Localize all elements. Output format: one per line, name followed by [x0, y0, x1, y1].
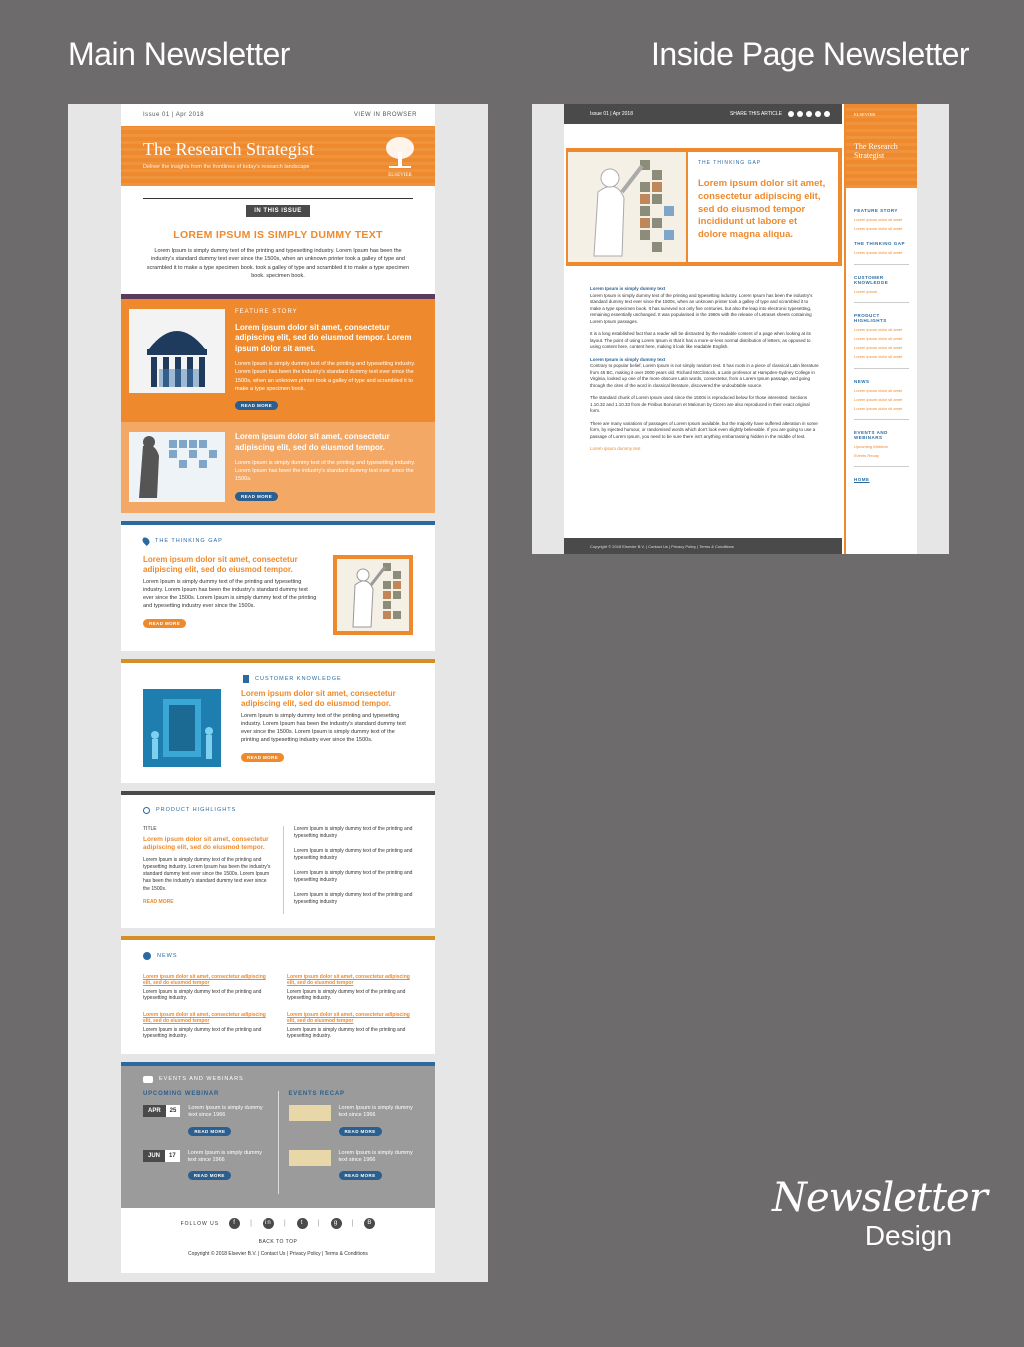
in-this-issue-tag: IN THIS ISSUE	[246, 205, 310, 217]
feature-story-secondary	[121, 422, 435, 513]
product-highlights-label: PRODUCT HIGHLIGHTS	[156, 807, 237, 814]
view-in-browser-link[interactable]: VIEW IN BROWSER	[353, 112, 417, 118]
article-subheading: Lorem Ipsum is simply dummy text	[590, 356, 666, 362]
newsletter-title: The Research Strategist	[143, 139, 314, 159]
inside-newsletter-heading: Inside Page Newsletter	[651, 36, 970, 72]
researcher-illustration	[129, 432, 225, 502]
masthead	[121, 126, 435, 186]
sidebar-link[interactable]: Upcoming Webinar	[854, 444, 888, 450]
blue-people-illustration	[143, 689, 221, 767]
feature-body: Lorem Ipsum is simply dummy text of the printing and typesetting industry. Lorem Ipsum has been the industry's standard dummy text ever since the 1500s, when an unknown printer took a galley of type and scrambled it to make a type specimen book.	[235, 361, 416, 392]
sidebar-link[interactable]: Lorem ipsum dolor sit amet	[854, 354, 903, 360]
article-body	[590, 280, 820, 453]
feature-story-label: FEATURE STORY	[235, 309, 298, 315]
inside-hero	[566, 148, 842, 266]
share-icons[interactable]	[788, 111, 830, 117]
intro-headline: LOREM IPSUM IS SIMPLY DUMMY TEXT	[173, 229, 383, 241]
date-day: 25	[166, 1105, 181, 1117]
webinar-read-more-button[interactable]: READ MORE	[188, 1171, 231, 1180]
sidebar-link[interactable]: Events Recap	[854, 453, 879, 459]
handshake-icon	[143, 1076, 153, 1083]
thinking-illustration	[333, 555, 413, 635]
hero-text-box	[688, 152, 838, 262]
article-paragraph: It is a long established fact that a reader will be distracted by the readable content of a page when looking at its layout. The point of using Lorem Ipsum is that it has a more-or-less normal distribution of letters, as opposed to using content here, content here, making it look like readable English.	[590, 331, 811, 350]
news-title[interactable]: Lorem ipsum dolor sit amet, consectetur adipiscing elit, sed do eiusmod tempor	[143, 1011, 266, 1025]
date-day: 17	[165, 1150, 180, 1162]
globe-icon	[143, 952, 151, 960]
main-newsletter	[121, 104, 435, 1273]
newsletter-design-signature	[772, 1175, 987, 1252]
sidebar-title: The Research Strategist	[854, 142, 898, 160]
feature2-read-more-button[interactable]: READ MORE	[235, 492, 278, 501]
location-pin-icon	[141, 536, 151, 546]
webinar-text: Lorem Ipsum is simply dummy text since 1966	[188, 1104, 263, 1119]
sidebar-link[interactable]: Lorem ipsum dolor sit amet	[854, 387, 903, 393]
follow-us-label: FOLLOW US	[180, 1220, 220, 1227]
webinar-read-more-button[interactable]: READ MORE	[188, 1127, 231, 1136]
newsletter-subtitle: Deliver the insights from the frontlines of today's research landscape	[143, 164, 310, 170]
events-and-webinars	[121, 1066, 435, 1209]
webinar-date	[143, 1150, 180, 1162]
thinking-gap	[121, 525, 435, 651]
inside-sidebar	[844, 104, 917, 554]
recap-thumbnail	[289, 1150, 331, 1166]
elsevier-wordmark: ELSEVIER	[388, 173, 412, 178]
thinking-gap-illustration	[568, 152, 686, 262]
signature-design: Design	[864, 1220, 952, 1251]
inside-topline	[564, 104, 842, 124]
product-bullets	[283, 826, 413, 914]
date-month: APR	[143, 1105, 166, 1117]
sidebar-nav	[846, 188, 917, 492]
recap-text: Lorem Ipsum is simply dummy text since 1966	[338, 1149, 413, 1163]
product-kicker: TITLE	[143, 825, 157, 832]
bookmark-icon	[243, 675, 249, 683]
recap-row	[289, 1150, 414, 1183]
customer-read-more-button[interactable]: READ MORE	[241, 753, 284, 762]
product-highlights	[121, 795, 435, 928]
recap-read-more-button[interactable]: READ MORE	[339, 1171, 382, 1180]
issue-date: Issue 01 | Apr 2018	[143, 112, 205, 118]
linkedin-icon[interactable]: in	[263, 1218, 274, 1229]
sidebar-link[interactable]: Lorem ipsum dolor sit amet	[854, 335, 903, 341]
sidebar-link[interactable]: Lorem ipsum dolor sit amet	[854, 326, 903, 332]
events-label: EVENTS AND WEBINARS	[159, 1076, 244, 1083]
upcoming-webinar-title: UPCOMING WEBINAR	[143, 1090, 220, 1097]
news-title[interactable]: Lorem ipsum dolor sit amet, consectetur adipiscing elit, sed do eiusmod tempor	[143, 973, 266, 987]
sidebar-link[interactable]: Lorem ipsum dolor sit amet	[854, 405, 903, 411]
inside-newsletter	[564, 104, 917, 554]
sidebar-heading[interactable]: THE THINKING GAP	[854, 241, 906, 247]
recap-text: Lorem Ipsum is simply dummy text since 1966	[338, 1104, 413, 1119]
feature-title: Lorem ipsum dolor sit amet, consectetur adipiscing elit, sed do eiusmod tempor. Lorem ipsum dolor sit amet.	[235, 323, 412, 353]
product-read-more-link[interactable]: READ MORE	[143, 898, 174, 905]
news-item[interactable]	[287, 974, 413, 1002]
sidebar-brand: ELSEVIER	[854, 112, 876, 117]
inside-newsletter-frame	[532, 104, 949, 554]
list-item[interactable]: Lorem Ipsum is simply dummy text of the printing and typesetting industry	[294, 869, 413, 883]
news-desc: Lorem Ipsum is simply dummy text of the printing and typesetting industry.	[143, 988, 262, 1002]
in-this-issue	[121, 186, 435, 294]
thinking-read-more-button[interactable]: READ MORE	[143, 619, 186, 628]
topline	[121, 104, 435, 126]
date-month: JUN	[143, 1150, 165, 1162]
copyright: Copyright © 2018 Elsevier B.V. | Contact Us | Privacy Policy | Terms & Conditions	[188, 1251, 368, 1258]
news-title[interactable]: Lorem ipsum dolor sit amet, consectetur adipiscing elit, sed do eiusmod tempor	[287, 1011, 410, 1025]
hero-title: Lorem ipsum dolor sit amet, consectetur adipiscing elit, sed do eiusmod tempor incididunt ut labore et dolore magna aliqua.	[698, 178, 826, 241]
list-item[interactable]: Lorem Ipsum is simply dummy text of the printing and typesetting industry	[294, 891, 413, 905]
sidebar-masthead	[846, 104, 917, 188]
article-paragraph: Contrary to popular belief, Lorem Ipsum is not simply random text. It has roots in a piece of classical Latin literature from 45 BC, making it over 2000 years old. Richard McClintock, a Latin professor at Hampden-Sydney College in Virginia, looked up one of the more obscure Latin words, consectetur, from a Lorem Ipsum passage, and going through the cites of the word in classical literature, discovered the undoubtable source.	[590, 363, 819, 388]
news-item[interactable]	[143, 974, 269, 1002]
news-desc: Lorem Ipsum is simply dummy text of the printing and typesetting industry.	[287, 988, 406, 1002]
google-plus-icon[interactable]: g	[331, 1218, 342, 1229]
news-item[interactable]	[287, 1012, 413, 1040]
feature-read-more-button[interactable]: READ MORE	[235, 401, 278, 410]
signature-script: Newsletter	[772, 1175, 987, 1221]
sidebar-heading[interactable]: EVENTS AND WEBINARS	[854, 430, 888, 441]
issue-date: Issue 01 | Apr 2018	[590, 111, 633, 117]
hero-label: THE THINKING GAP	[698, 160, 762, 166]
news-item[interactable]	[143, 1012, 269, 1040]
webinar-row	[143, 1150, 268, 1183]
sidebar-link[interactable]: Lorem ipsum dolor sit amet	[854, 396, 903, 402]
article-link[interactable]: Lorem ipsum dummy text	[590, 446, 641, 452]
footer: FOLLOW US f | in | t | g | B BACK TO TOP Copyright © 2018 Elsevier B.V. | Contact Us | Privacy Policy | Terms & Conditions	[121, 1208, 435, 1273]
customer-knowledge-label: CUSTOMER KNOWLEDGE	[255, 675, 342, 682]
sidebar-link[interactable]: Lorem ipsum dolor sit amet	[854, 250, 903, 256]
main-newsletter-frame	[68, 104, 488, 1282]
sidebar-heading[interactable]: NEWS	[854, 378, 870, 384]
sidebar-link[interactable]: Lorem ipsum dolor sit amet	[854, 345, 903, 351]
thinking-title: Lorem ipsum dolor sit amet, consectetur adipiscing elit, sed do eiusmod tempor.	[143, 554, 298, 575]
product-title: Lorem ipsum dolor sit amet, consectetur adipiscing elit, sed do eiusmod tempor.	[143, 835, 269, 852]
article-subheading: Lorem Ipsum is simply dummy text	[590, 286, 666, 291]
news	[121, 940, 435, 1054]
divider	[143, 198, 413, 199]
back-to-top-link[interactable]: BACK TO TOP	[258, 1239, 298, 1246]
blog-icon[interactable]: B	[364, 1218, 375, 1229]
feature2-body: Lorem Ipsum is simply dummy text of the printing and typesetting industry. Lorem Ipsum has been the industry's standard dummy text ever since the 1500s.	[235, 459, 416, 483]
list-item[interactable]: Lorem Ipsum is simply dummy text of the printing and typesetting industry	[294, 825, 413, 839]
sidebar-heading[interactable]: CUSTOMER KNOWLEDGE	[854, 274, 889, 285]
webinar-date	[143, 1105, 180, 1117]
events-recap-title: EVENTS RECAP	[288, 1090, 345, 1097]
twitter-icon[interactable]: t	[297, 1218, 308, 1229]
sidebar-heading[interactable]: PRODUCT HIGHLIGHTS	[854, 312, 887, 323]
recap-thumbnail	[289, 1105, 331, 1121]
customer-body: Lorem Ipsum is simply dummy text of the printing and typesetting industry. Lorem Ipsum has been the industry's standard dummy text ever since the 1500s. Lorem Ipsum is simply dummy text of the printing and typesetting industry ever since the 1500s.	[241, 713, 406, 744]
intro-body: Lorem Ipsum is simply dummy text of the printing and typesetting industry. Lorem Ipsum has been the industry's standard dummy text ever since the 1500s, when an unknown printer took a galley of type and scrambled it to make a type specimen book. took a galley of type and scrambled it to make a type specimen book. specimen book.	[146, 248, 410, 279]
customer-knowledge	[121, 663, 435, 783]
article-paragraph: There are many variations of passages of Lorem Ipsum available, but the majority have suffered alteration in some form, by injected humour, or randomised words which don't look even slightly believable. If you are going to use a passage of Lorem Ipsum, you need to be sure there isn't anything embarrassing hidden in the middle of text.	[590, 420, 818, 439]
facebook-icon[interactable]: f	[229, 1218, 240, 1229]
news-title[interactable]: Lorem ipsum dolor sit amet, consectetur adipiscing elit, sed do eiusmod tempor	[287, 973, 410, 987]
elsevier-logo-icon	[383, 134, 417, 178]
share-label: SHARE THIS ARTICLE	[729, 111, 782, 117]
recap-read-more-button[interactable]: READ MORE	[339, 1127, 382, 1136]
product-body: Lorem Ipsum is simply dummy text of the printing and typesetting industry. Lorem Ipsum has been the industry's standard dummy text ever since the 1500s. Lorem Ipsum has been the industry's standard dummy text ever since the 1500s.	[143, 856, 271, 892]
sidebar-home-link[interactable]: HOME	[854, 477, 870, 483]
sidebar-link[interactable]: Lorem ipsum	[854, 288, 878, 294]
news-label: NEWS	[157, 952, 178, 959]
sidebar-link[interactable]: Lorem ipsum dolor sit amet	[854, 226, 903, 232]
dome-illustration	[129, 309, 225, 393]
article-paragraph: Lorem Ipsum is simply dummy text of the printing and typesetting industry. Lorem Ipsum has been the industry's standard dummy text ever since the 1500s, when an unknown printer took a galley of type and scrambled it to make a type specimen book. It has survived not only five centuries, but also the leap into electronic typesetting, remaining essentially unchanged. It was popularised in the 1960s with the release of Letraset sheets containing Lorem Ipsum passages.	[590, 292, 813, 324]
list-item[interactable]: Lorem Ipsum is simply dummy text of the printing and typesetting industry	[294, 847, 413, 861]
news-desc: Lorem Ipsum is simply dummy text of the printing and typesetting industry.	[143, 1026, 262, 1040]
webinar-text: Lorem Ipsum is simply dummy text since 1966	[187, 1149, 262, 1163]
sidebar-link[interactable]: Lorem ipsum dolor sit amet	[854, 217, 903, 222]
thinking-gap-label: THE THINKING GAP	[155, 537, 223, 544]
sidebar-heading[interactable]: FEATURE STORY	[854, 208, 898, 213]
search-icon	[143, 807, 150, 814]
article-paragraph: The standard chunk of Lorem Ipsum used since the 1500s is reproduced below for those interested. Sections 1.10.32 and 1.10.33 from de Finibus Bonorum et Malorum by Cicero are also reproduced in their exact original form.	[590, 395, 810, 414]
main-newsletter-heading: Main Newsletter	[68, 36, 290, 72]
recap-row	[289, 1105, 414, 1138]
inside-footer: Copyright © 2018 Elsevier B.V. | Contact Us | Privacy Policy | Terms & Conditions	[564, 538, 842, 554]
thinking-body: Lorem Ipsum is simply dummy text of the printing and typesetting industry. Lorem Ipsum has been the industry's standard dummy text ever since the 1500s. Lorem Ipsum is simply dummy text of the printing and typesetting industry ever since the 1500s.	[143, 579, 317, 610]
news-desc: Lorem Ipsum is simply dummy text of the printing and typesetting industry.	[287, 1026, 406, 1040]
webinar-row	[143, 1105, 268, 1138]
feature2-title: Lorem ipsum dolor sit amet, consectetur adipiscing elit, sed do eiusmod tempor.	[235, 432, 390, 452]
customer-title: Lorem ipsum dolor sit amet, consectetur adipiscing elit, sed do eiusmod tempor.	[241, 688, 396, 709]
feature-story	[121, 299, 435, 422]
